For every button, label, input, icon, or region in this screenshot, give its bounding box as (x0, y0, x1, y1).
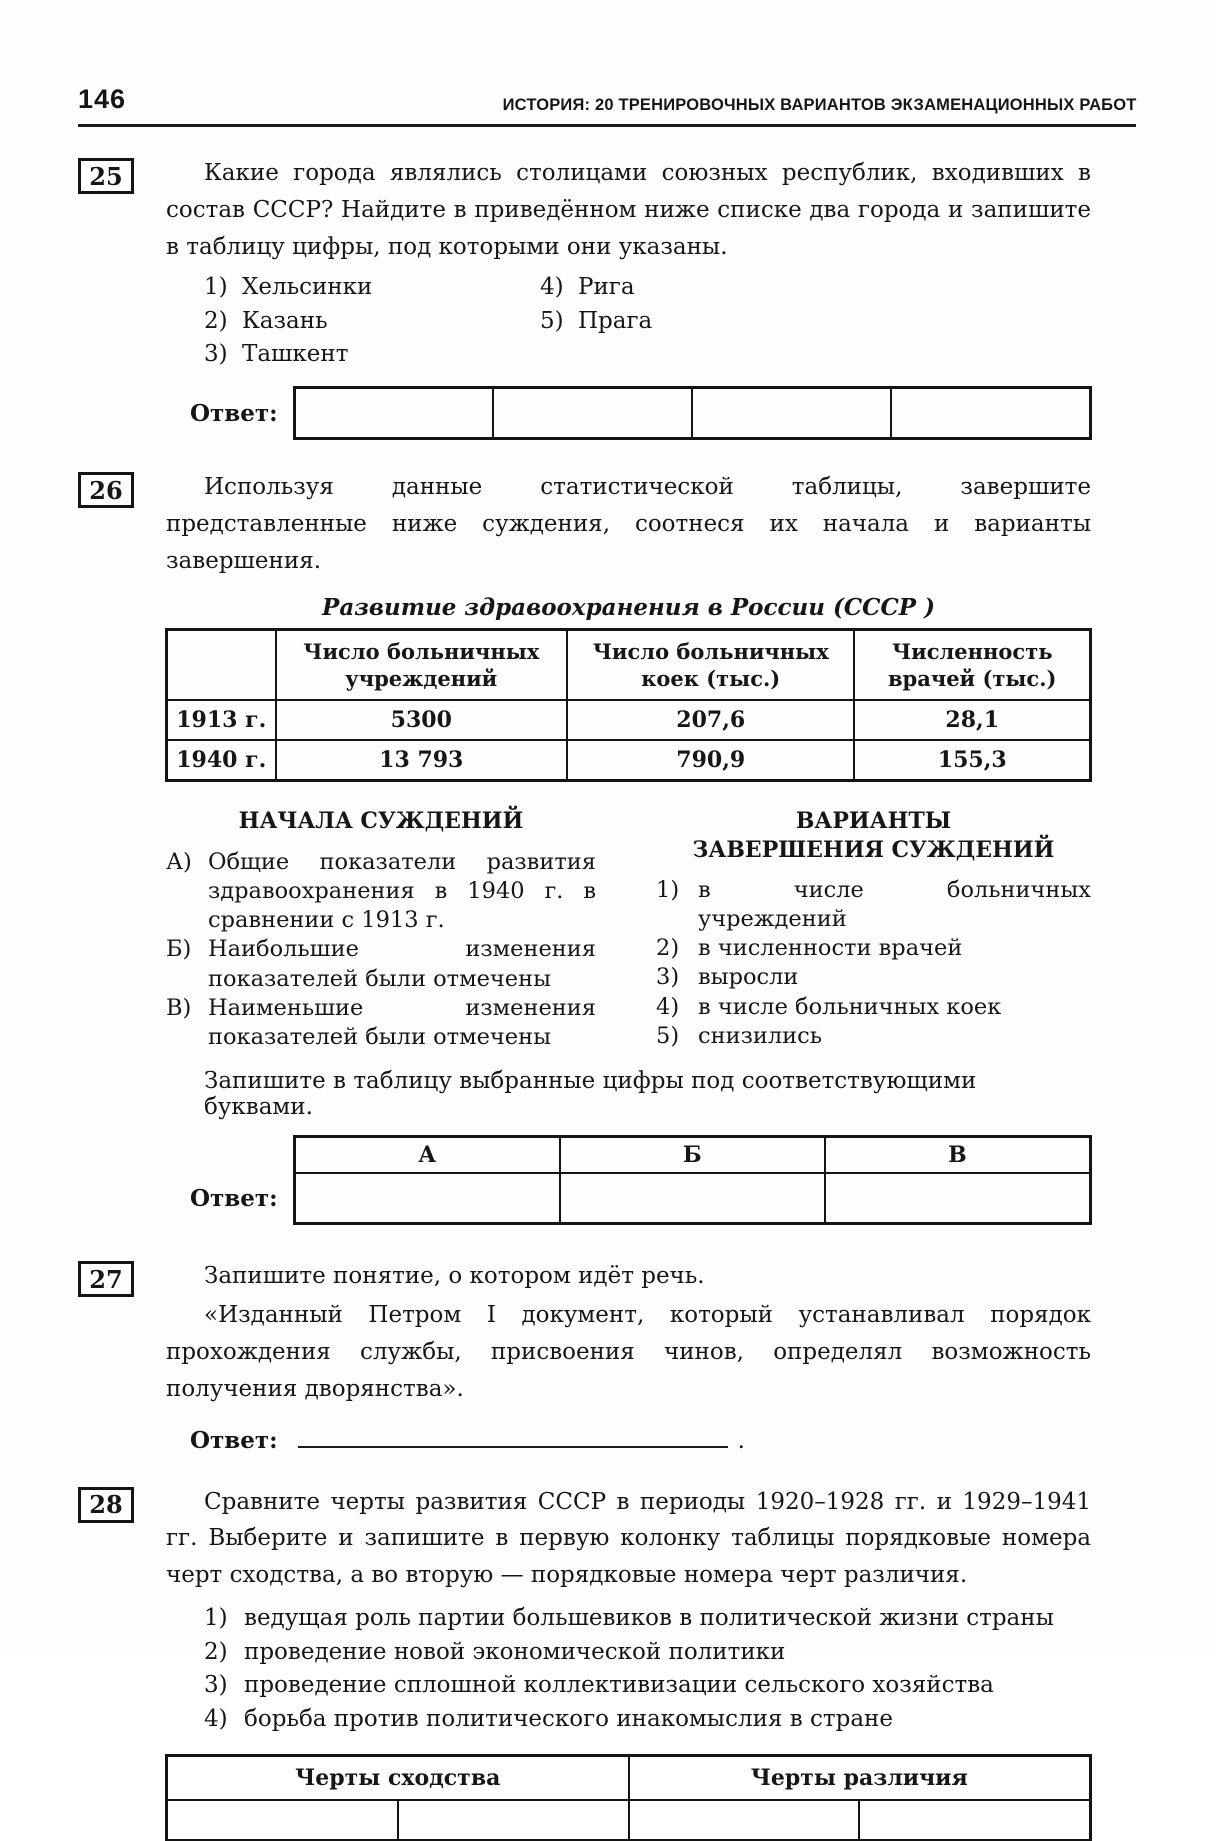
option-2: 2) Казань (204, 305, 540, 338)
question-28-text: Сравните черты развития СССР в периоды 1920–1928 гг. и 1929–1941 гг. Выберите и запишите в первую колонку таблицы порядковые номера черт сходства, а во вторую — порядковые номера черт различия. (166, 1484, 1091, 1594)
answer-cell[interactable] (493, 388, 692, 438)
question-25-answer (166, 387, 1091, 439)
answer-label: Ответ: (190, 1427, 278, 1454)
question-27-number: 27 (78, 1261, 134, 1297)
item-1: 1) ведущая роль партии большевиков в политической жизни страны (204, 1602, 1091, 1636)
answer-cell[interactable] (295, 1173, 560, 1223)
ending-2: 2) в численности врачей (656, 934, 1091, 963)
question-28-number: 28 (78, 1487, 134, 1523)
item-4: 4) борьба против политического инакомыслия в стране (204, 1703, 1091, 1737)
similarities-header: Черты сходства (167, 1756, 629, 1800)
question-25-number: 25 (78, 158, 134, 194)
answer-period: . (738, 1428, 745, 1454)
option-1: 1) Хельсинки (204, 271, 540, 304)
answer-col-B: Б (560, 1137, 825, 1173)
stats-row-1940: 1940 г. 13 793 790,9 155,3 (167, 740, 1090, 780)
question-26-note: Запишите в таблицу выбранные цифры под соответствующими буквами. (204, 1068, 1091, 1120)
question-26-answer (166, 1136, 1091, 1224)
answer-cell[interactable] (825, 1173, 1090, 1223)
answer-grid-q25 (294, 387, 1091, 439)
stats-row-1913: 1913 г. 5300 207,6 28,1 (167, 700, 1090, 740)
page-number: 146 (78, 84, 126, 115)
question-28-items (204, 1602, 1091, 1737)
beginning-V: В) Наименьшие изменения показателей были отмечены (166, 994, 596, 1053)
question-26 (78, 469, 1136, 1224)
question-26-number: 26 (78, 472, 134, 508)
beginning-A: А) Общие показатели развития здравоохранения в 1940 г. в сравнении с 1913 г. (166, 848, 596, 936)
answer-grid-q26 (294, 1136, 1091, 1224)
answer-cell[interactable] (891, 388, 1090, 438)
answer-col-V: В (825, 1137, 1090, 1173)
answer-cell[interactable] (295, 388, 494, 438)
ending-4: 4) в числе больничных коек (656, 993, 1091, 1022)
answer-cell[interactable] (167, 1800, 398, 1840)
endings-heading: ВАРИАНТЫ ЗАВЕРШЕНИЯ СУЖДЕНИЙ (656, 807, 1091, 863)
beginnings-heading: НАЧАЛА СУЖДЕНИЙ (166, 807, 596, 835)
stats-table-title: Развитие здравоохранения в России (СССР ) (166, 594, 1091, 621)
head-rule (78, 124, 1136, 127)
answer-cell[interactable] (560, 1173, 825, 1223)
ending-1: 1) в числе больничных учреждений (656, 876, 1091, 935)
question-27 (78, 1258, 1136, 1453)
option-5: 5) Прага (540, 305, 652, 338)
comparison-table (166, 1755, 1091, 1841)
answer-col-A: А (295, 1137, 560, 1173)
stats-header-row: Число больничных учреждений Число больничных коек (тыс.) Численность врачей (тыс.) (167, 630, 1090, 701)
option-3: 3) Ташкент (204, 338, 540, 371)
item-3: 3) проведение сплошной коллективизации сельского хозяйства (204, 1669, 1091, 1703)
matching-block (166, 807, 1091, 1052)
ending-3: 3) выросли (656, 963, 1091, 992)
ending-5: 5) снизились (656, 1022, 1091, 1051)
answer-cell[interactable] (692, 388, 891, 438)
answer-cell[interactable] (398, 1800, 629, 1840)
answer-label: Ответ: (190, 400, 278, 427)
beginning-B: Б) Наибольшие изменения показателей были отмечены (166, 935, 596, 994)
question-26-text: Используя данные статистической таблицы, завершите представленные ниже суждения, соотнеся их начала и варианты завершения. (166, 469, 1091, 579)
answer-cell[interactable] (629, 1800, 860, 1840)
differences-header: Черты различия (629, 1756, 1091, 1800)
answer-cell[interactable] (859, 1800, 1090, 1840)
comparison-header-row (167, 1756, 1090, 1800)
running-title: ИСТОРИЯ: 20 ТРЕНИРОВОЧНЫХ ВАРИАНТОВ ЭКЗАМЕНАЦИОННЫХ РАБОТ (502, 95, 1136, 115)
item-2: 2) проведение новой экономической политики (204, 1636, 1091, 1670)
answer-line[interactable] (298, 1426, 728, 1448)
question-27-quote: «Изданный Петром I документ, который устанавливал порядок прохождения службы, присвоения чинов, определял возможность получения дворянства». (166, 1297, 1091, 1407)
question-28 (78, 1484, 1136, 1841)
option-4: 4) Рига (540, 271, 635, 304)
question-27-text: Запишите понятие, о котором идёт речь. (166, 1258, 1091, 1295)
answer-label: Ответ: (190, 1185, 278, 1212)
running-head (78, 84, 1136, 115)
question-25 (78, 155, 1136, 439)
question-27-answer (166, 1426, 1091, 1454)
question-25-options (204, 271, 1091, 371)
question-25-text: Какие города являлись столицами союзных республик, входивших в состав СССР? Найдите в приведённом ниже списке два города и запишите в таблицу цифры, под которыми они указаны. (166, 155, 1091, 265)
stats-table (166, 629, 1091, 782)
